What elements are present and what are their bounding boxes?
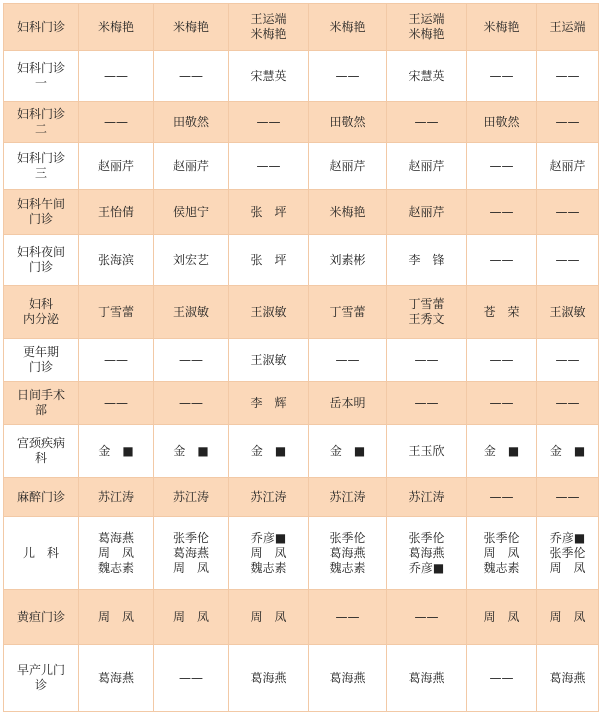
table-cell: 周 凤 — [79, 590, 154, 645]
table-cell: 金 ■ — [309, 425, 387, 478]
table-cell: 赵丽芹 — [537, 143, 599, 190]
table-cell: —— — [79, 339, 154, 382]
table-cell: —— — [309, 339, 387, 382]
table-cell: 葛海燕 — [537, 645, 599, 712]
table-row — [4, 478, 599, 517]
table-cell: —— — [387, 339, 467, 382]
table-row — [4, 645, 599, 712]
table-cell: 王淑敏 — [229, 339, 309, 382]
table-cell: —— — [387, 590, 467, 645]
table-cell: 张 坪 — [229, 190, 309, 235]
table-cell: 周 凤 — [229, 590, 309, 645]
table-cell: 王淑敏 — [229, 286, 309, 339]
table-cell: —— — [467, 382, 537, 425]
row-header-cell: 妇科门诊 三 — [4, 143, 79, 190]
table-row — [4, 517, 599, 590]
table-cell: 赵丽芹 — [79, 143, 154, 190]
table-cell: —— — [467, 51, 537, 102]
table-cell: 刘素彬 — [309, 235, 387, 286]
table-cell: —— — [154, 645, 229, 712]
table-cell: 丁雪蕾 — [79, 286, 154, 339]
row-header-cell: 更年期 门诊 — [4, 339, 79, 382]
table-cell: 王怡倩 — [79, 190, 154, 235]
table-cell: 田敬然 — [309, 102, 387, 143]
table-cell: 葛海燕 — [387, 645, 467, 712]
table-cell: 苏江涛 — [387, 478, 467, 517]
table-cell: 米梅艳 — [309, 4, 387, 51]
row-header-cell: 妇科门诊 二 — [4, 102, 79, 143]
table-cell: 苏江涛 — [79, 478, 154, 517]
schedule-table — [3, 3, 599, 712]
table-cell: 苍 荣 — [467, 286, 537, 339]
table-cell: —— — [154, 339, 229, 382]
table-cell: 宋慧英 — [387, 51, 467, 102]
table-cell: 周 凤 — [467, 590, 537, 645]
table-row — [4, 4, 599, 51]
row-header-cell: 早产儿门 诊 — [4, 645, 79, 712]
table-cell: 苏江涛 — [154, 478, 229, 517]
table-cell: —— — [467, 478, 537, 517]
table-cell: —— — [79, 51, 154, 102]
table-cell: 王运端 — [537, 4, 599, 51]
table-cell: —— — [309, 51, 387, 102]
table-cell: 王运端 米梅艳 — [229, 4, 309, 51]
table-cell: —— — [387, 382, 467, 425]
table-cell: 苏江涛 — [309, 478, 387, 517]
row-header-cell: 麻醉门诊 — [4, 478, 79, 517]
table-cell: 田敬然 — [154, 102, 229, 143]
table-cell: 王运端 米梅艳 — [387, 4, 467, 51]
table-cell: 丁雪蕾 王秀文 — [387, 286, 467, 339]
table-cell: —— — [467, 339, 537, 382]
table-cell: 张季伦 葛海燕 周 凤 — [154, 517, 229, 590]
table-cell: 金 ■ — [154, 425, 229, 478]
table-cell: 金 ■ — [537, 425, 599, 478]
table-cell: 米梅艳 — [154, 4, 229, 51]
table-cell: —— — [537, 235, 599, 286]
table-cell: 刘宏艺 — [154, 235, 229, 286]
table-cell: 张季伦 周 凤 魏志素 — [467, 517, 537, 590]
table-cell: —— — [309, 590, 387, 645]
row-header-cell: 宫颈疾病 科 — [4, 425, 79, 478]
table-cell: 周 凤 — [537, 590, 599, 645]
table-cell: 赵丽芹 — [309, 143, 387, 190]
table-cell: 乔彦■ 周 凤 魏志素 — [229, 517, 309, 590]
table-row — [4, 143, 599, 190]
table-cell: 周 凤 — [154, 590, 229, 645]
row-header-cell: 日间手术 部 — [4, 382, 79, 425]
table-row — [4, 51, 599, 102]
table-cell: —— — [537, 102, 599, 143]
table-cell: 张季伦 葛海燕 魏志素 — [309, 517, 387, 590]
table-cell: —— — [537, 51, 599, 102]
table-cell: 米梅艳 — [79, 4, 154, 51]
table-cell: —— — [537, 339, 599, 382]
table-cell: 田敬然 — [467, 102, 537, 143]
table-cell: 王淑敏 — [154, 286, 229, 339]
table-cell: 苏江涛 — [229, 478, 309, 517]
table-cell: 乔彦■ 张季伦 周 凤 — [537, 517, 599, 590]
table-cell: 丁雪蕾 — [309, 286, 387, 339]
row-header-cell: 妇科 内分泌 — [4, 286, 79, 339]
table-cell: 米梅艳 — [467, 4, 537, 51]
table-cell: 金 ■ — [79, 425, 154, 478]
table-cell: —— — [79, 382, 154, 425]
table-cell: 赵丽芹 — [387, 190, 467, 235]
table-cell: 金 ■ — [229, 425, 309, 478]
table-cell: 张 坪 — [229, 235, 309, 286]
table-cell: —— — [79, 102, 154, 143]
table-cell: 张季伦 葛海燕 乔彦■ — [387, 517, 467, 590]
table-row — [4, 382, 599, 425]
table-cell: —— — [467, 190, 537, 235]
table-cell: 侯旭宁 — [154, 190, 229, 235]
table-cell: —— — [467, 235, 537, 286]
table-row — [4, 286, 599, 339]
table-cell: 李 辉 — [229, 382, 309, 425]
table-cell: 赵丽芹 — [387, 143, 467, 190]
row-header-cell: 妇科门诊 — [4, 4, 79, 51]
table-row — [4, 590, 599, 645]
table-cell: 李 锋 — [387, 235, 467, 286]
row-header-cell: 黄疸门诊 — [4, 590, 79, 645]
table-cell: —— — [537, 382, 599, 425]
row-header-cell: 妇科夜间 门诊 — [4, 235, 79, 286]
table-cell: —— — [467, 143, 537, 190]
table-cell: 宋慧英 — [229, 51, 309, 102]
table-cell: 张海滨 — [79, 235, 154, 286]
table-cell: —— — [467, 645, 537, 712]
row-header-cell: 妇科门诊 一 — [4, 51, 79, 102]
table-cell: 金 ■ — [467, 425, 537, 478]
table-row — [4, 102, 599, 143]
row-header-cell: 儿 科 — [4, 517, 79, 590]
table-cell: 米梅艳 — [309, 190, 387, 235]
table-cell: —— — [537, 478, 599, 517]
table-cell: —— — [229, 143, 309, 190]
table-cell: 葛海燕 — [309, 645, 387, 712]
table-cell: —— — [154, 51, 229, 102]
table-cell: 赵丽芹 — [154, 143, 229, 190]
table-cell: 葛海燕 — [79, 645, 154, 712]
table-cell: 王淑敏 — [537, 286, 599, 339]
table-row — [4, 235, 599, 286]
table-row — [4, 190, 599, 235]
table-cell: 葛海燕 周 凤 魏志素 — [79, 517, 154, 590]
table-cell: —— — [387, 102, 467, 143]
table-cell: 岳本明 — [309, 382, 387, 425]
table-cell: 葛海燕 — [229, 645, 309, 712]
table-cell: 王玉欣 — [387, 425, 467, 478]
table-cell: —— — [229, 102, 309, 143]
row-header-cell: 妇科午间 门诊 — [4, 190, 79, 235]
table-row — [4, 339, 599, 382]
table-cell: —— — [537, 190, 599, 235]
table-row — [4, 425, 599, 478]
table-cell: —— — [154, 382, 229, 425]
